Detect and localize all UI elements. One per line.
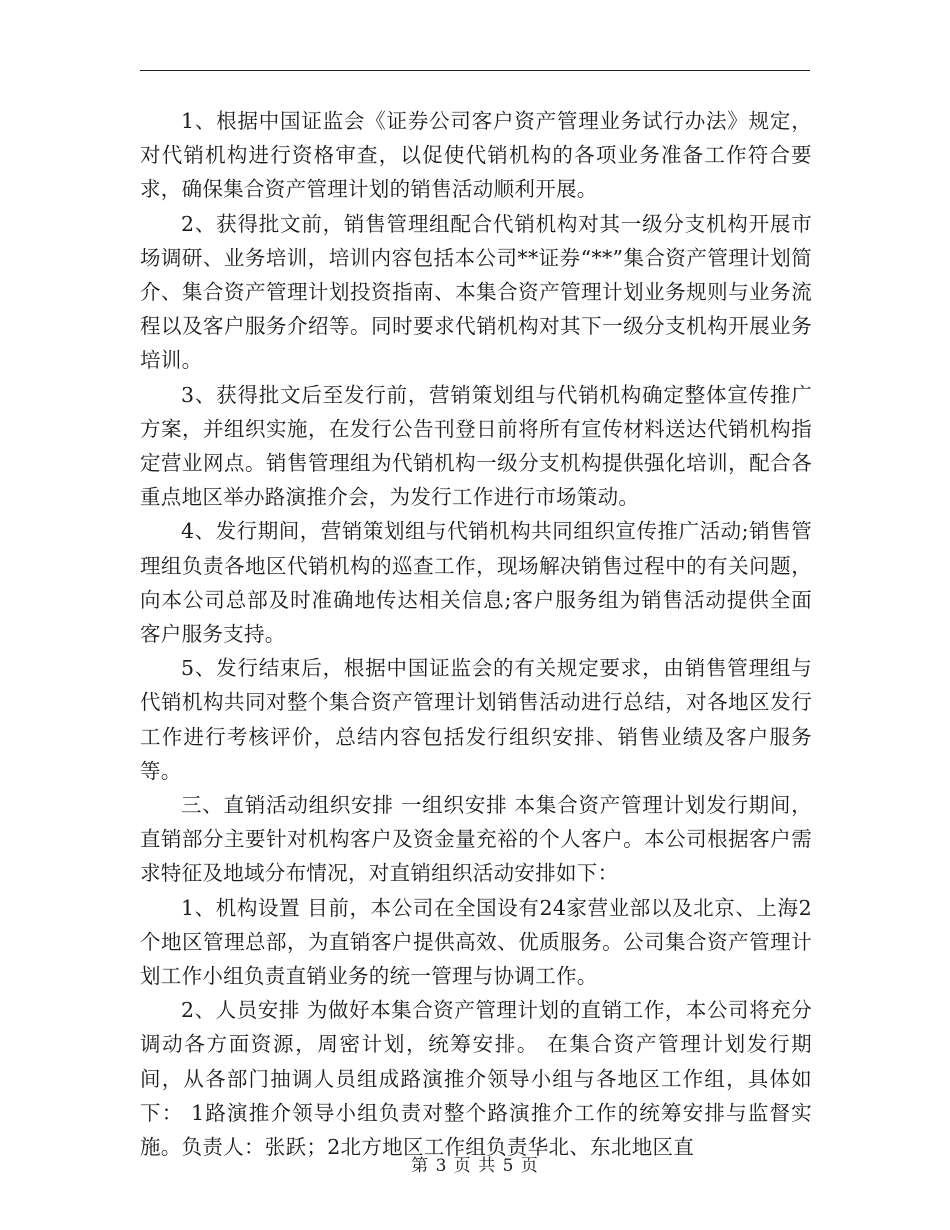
paragraph-6: 三、直销活动组织安排 一组织安排 本集合资产管理计划发行期间，直销部分主要针对机构客户及资金量充裕的个人客户。本公司根据客户需求特征及地域分布情况，对直销组织活动安排如下： xyxy=(140,793,812,886)
paragraph-7: 1、机构设置 目前，本公司在全国设有24家营业部以及北京、上海2个地区管理总部，为直销客户提供高效、优质服务。公司集合资产管理计划工作小组负责直销业务的统一管理与协调工作。 xyxy=(140,895,812,989)
paragraph-1: 1、根据中国证监会《证券公司客户资产管理业务试行办法》规定，对代销机构进行资格审查，以促使代销机构的各项业务准备工作符合要求，确保集合资产管理计划的销售活动顺利开展。 xyxy=(140,109,812,202)
paragraph-3: 3、获得批文后至发行前，营销策划组与代销机构确定整体宣传推广方案，并组织实施，在发行公告刊登日前将所有宣传材料送达代销机构指定营业网点。销售管理组为代销机构一级分支机构提供强化培训，配合各重点地区举办路演推介会，为发行工作进行市场策动。 xyxy=(140,382,812,510)
document-body xyxy=(140,104,812,1164)
paragraph-8: 2、人员安排 为做好本集合资产管理计划的直销工作，本公司将充分调动各方面资源，周密计划，统筹安排。 在集合资产管理计划发行期间，从各部门抽调人员组成路演推介领导小组与各地区工作组，具体如下： 1路演推介领导小组负责对整个路演推介工作的统筹安排与监督实施。负责人：张跃；2北方地区工作组负责华北、东北地区直 xyxy=(140,998,812,1160)
page-number: 第 3 页 共 5 页 xyxy=(411,1156,539,1176)
paragraph-4: 4、发行期间，营销策划组与代销机构共同组织宣传推广活动;销售管理组负责各地区代销机构的巡查工作，现场解决销售过程中的有关问题，向本公司总部及时准确地传达相关信息;客户服务组为销售活动提供全面客户服务支持。 xyxy=(140,519,812,647)
paragraph-5: 5、发行结束后，根据中国证监会的有关规定要求，由销售管理组与代销机构共同对整个集合资产管理计划销售活动进行总结，对各地区发行工作进行考核评价，总结内容包括发行组织安排、销售业绩及客户服务等。 xyxy=(140,656,812,783)
header-rule xyxy=(140,70,810,71)
paragraph-2: 2、获得批文前，销售管理组配合代销机构对其一级分支机构开展市场调研、业务培训，培训内容包括本公司**证券“**”集合资产管理计划简介、集合资产管理计划投资指南、本集合资产管理计划业务规则与业务流程以及客户服务介绍等。同时要求代销机构对其下一级分支机构开展业务培训。 xyxy=(140,211,812,373)
